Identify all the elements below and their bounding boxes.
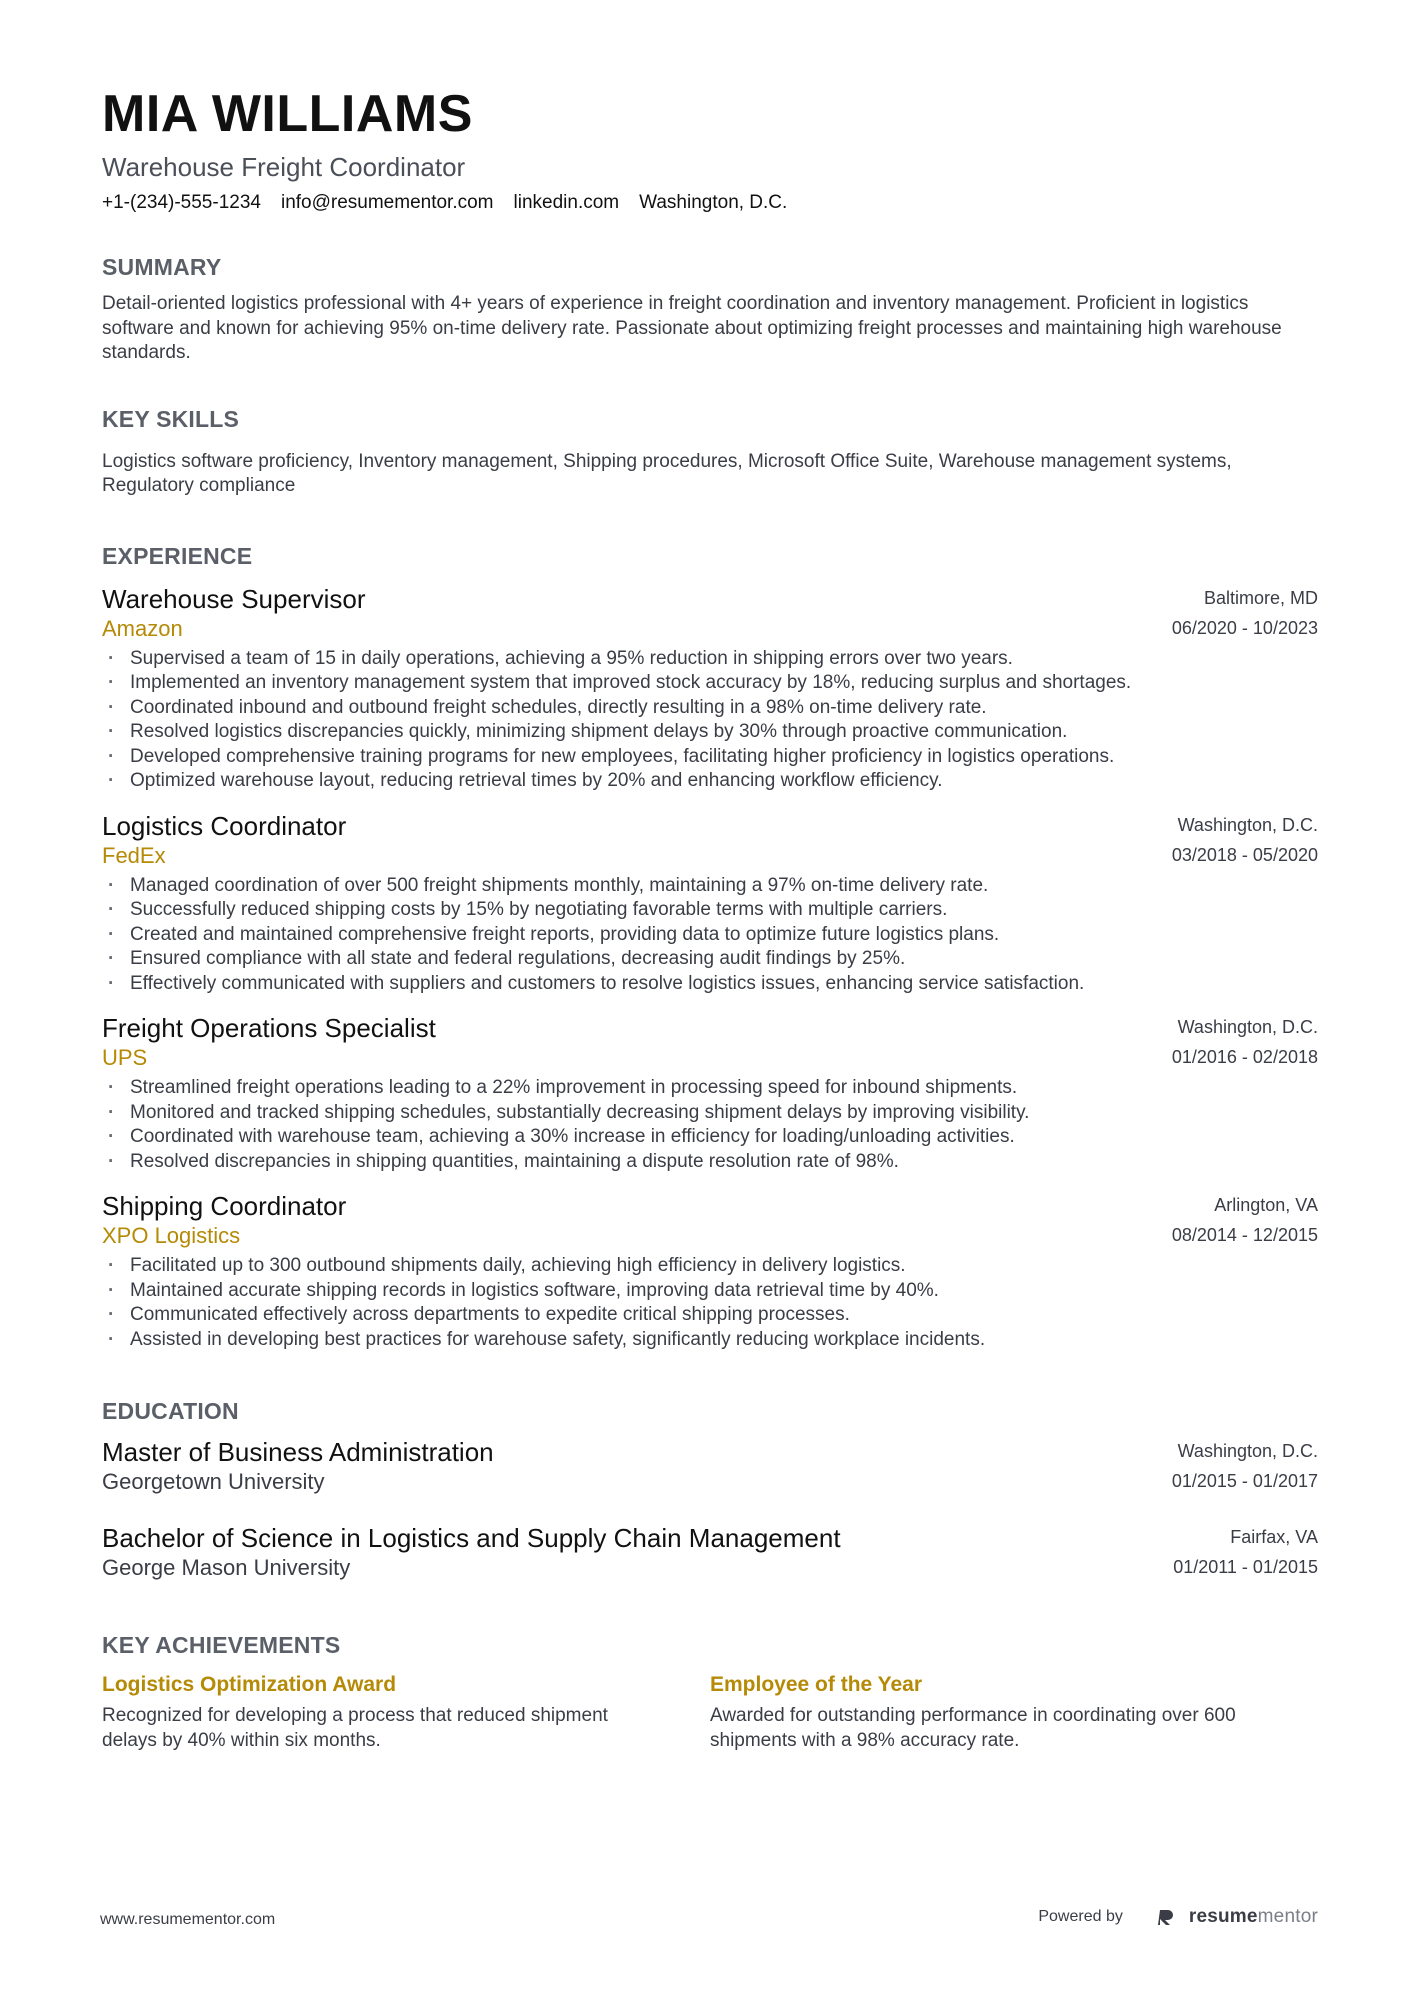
contact-phone: +1-(234)-555-1234	[102, 192, 261, 213]
job-bullet: · Maintained accurate shipping records in logistics software, improving data retrieval time by 40%.	[102, 1279, 1318, 1304]
resumementor-logo-icon	[1157, 1908, 1175, 1926]
job-bullet: · Supervised a team of 15 in daily operations, achieving a 95% reduction in shipping errors over two years.	[102, 647, 1318, 672]
job-bullet: · Assisted in developing best practices for warehouse safety, significantly reducing workplace incidents.	[102, 1328, 1318, 1353]
school-name: Georgetown University	[102, 1469, 325, 1494]
skills-section	[102, 404, 1318, 499]
school-name: George Mason University	[102, 1555, 351, 1580]
job-bullet: · Successfully reduced shipping costs by 15% by negotiating favorable terms with multiple carriers.	[102, 898, 1318, 923]
education-dates: 01/2015 - 01/2017	[1171, 1471, 1318, 1491]
job-bullet: · Optimized warehouse layout, reducing retrieval times by 20% and enhancing workflow efficiency.	[102, 769, 1318, 794]
job-title: Freight Operations Specialist	[102, 1013, 436, 1043]
education-entry	[102, 1522, 1318, 1582]
job-company: XPO Logistics	[102, 1223, 241, 1248]
job-bullet: · Effectively communicated with suppliers and customers to resolve logistics issues, enhancing service satisfaction.	[102, 972, 1318, 997]
job-bullet: · Coordinated inbound and outbound freight schedules, directly resulting in a 98% on-time delivery rate.	[102, 696, 1318, 721]
job-bullet: · Coordinated with warehouse team, achieving a 30% increase in efficiency for loading/unloading activities.	[102, 1125, 1318, 1150]
achievement-title: Employee of the Year	[710, 1673, 923, 1696]
skills-heading: KEY SKILLS	[102, 405, 240, 432]
achievements-heading: KEY ACHIEVEMENTS	[102, 1632, 341, 1658]
achievement-item	[710, 1670, 1318, 1753]
education-location: Fairfax, VA	[1230, 1527, 1318, 1547]
job-bullet: · Implemented an inventory management system that improved stock accuracy by 18%, reducing surplus and shortages.	[102, 671, 1318, 696]
job-dates: 06/2020 - 10/2023	[1171, 617, 1318, 638]
resumementor-logo-text	[1189, 1906, 1318, 1928]
job-company: Amazon	[102, 615, 183, 641]
job-bullet: · Developed comprehensive training programs for new employees, facilitating higher proficiency in logistics operations.	[102, 745, 1318, 770]
job-entry	[102, 1190, 1318, 1352]
job-title: Shipping Coordinator	[102, 1191, 347, 1221]
powered-by-label: Powered by	[1038, 1908, 1123, 1925]
achievements-section	[102, 1630, 1318, 1753]
job-bullets	[102, 874, 1318, 997]
job-title: Logistics Coordinator	[102, 810, 347, 841]
candidate-name: MIA WILLIAMS	[102, 85, 473, 143]
achievement-item	[102, 1670, 710, 1753]
summary-section	[102, 252, 1318, 366]
job-dates: 01/2016 - 02/2018	[1171, 1047, 1318, 1067]
degree-title: Bachelor of Science in Logistics and Supply Chain Management	[102, 1523, 841, 1553]
achievement-title: Logistics Optimization Award	[102, 1673, 397, 1696]
education-entry	[102, 1436, 1318, 1496]
job-bullet: · Resolved discrepancies in shipping quantities, maintaining a dispute resolution rate of 98%.	[102, 1150, 1318, 1175]
degree-title: Master of Business Administration	[102, 1437, 494, 1467]
job-bullet: · Monitored and tracked shipping schedules, substantially decreasing shipment delays by improving visibility.	[102, 1101, 1318, 1126]
education-dates: 01/2011 - 01/2015	[1173, 1557, 1318, 1577]
achievement-desc: Awarded for outstanding performance in coordinating over 600 shipments with a 98% accuracy rate.	[710, 1705, 1236, 1751]
job-bullet: · Ensured compliance with all state and federal regulations, decreasing audit findings by 25%.	[102, 947, 1318, 972]
job-bullet: · Managed coordination of over 500 freight shipments monthly, maintaining a 97% on-time delivery rate.	[102, 874, 1318, 899]
logo-text-bold: resume	[1188, 1906, 1258, 1927]
education-location: Washington, D.C.	[1177, 1441, 1318, 1461]
education-section	[102, 1396, 1318, 1582]
experience-section	[102, 541, 1318, 1353]
job-bullet: · Facilitated up to 300 outbound shipments daily, achieving high efficiency in delivery logistics.	[102, 1254, 1318, 1279]
contact-location: Washington, D.C.	[639, 192, 788, 213]
job-entry	[102, 1012, 1318, 1174]
skills-text: Logistics software proficiency, Inventory management, Shipping procedures, Microsoft Office Suite, Warehouse management systems, Regulatory compliance	[102, 450, 1232, 496]
footer-website[interactable]: www.resumementor.com	[100, 1911, 276, 1928]
job-dates: 08/2014 - 12/2015	[1171, 1225, 1318, 1245]
job-bullet: · Communicated effectively across departments to expedite critical shipping processes.	[102, 1303, 1318, 1328]
job-bullets	[102, 1076, 1318, 1174]
job-bullets	[102, 647, 1318, 794]
job-bullets	[102, 1254, 1318, 1352]
contact-email: info@resumementor.com	[280, 192, 494, 213]
job-entry	[102, 583, 1318, 794]
resume-header	[102, 78, 1318, 216]
contact-linkedin: linkedin.com	[513, 192, 620, 213]
resume-page	[102, 78, 1318, 1753]
footer-brand[interactable]	[1038, 1906, 1318, 1928]
job-entry	[102, 810, 1318, 997]
job-bullet: · Created and maintained comprehensive freight reports, providing data to optimize future logistics plans.	[102, 923, 1318, 948]
candidate-role: Warehouse Freight Coordinator	[102, 152, 466, 182]
job-bullet: · Resolved logistics discrepancies quickly, minimizing shipment delays by 30% through proactive communication.	[102, 720, 1318, 745]
job-location: Washington, D.C.	[1177, 1017, 1318, 1037]
job-location: Arlington, VA	[1214, 1195, 1318, 1215]
job-company: UPS	[102, 1045, 148, 1070]
job-dates: 03/2018 - 05/2020	[1171, 844, 1318, 865]
education-heading: EDUCATION	[102, 1398, 239, 1424]
job-company: FedEx	[102, 842, 166, 868]
experience-heading: EXPERIENCE	[102, 542, 253, 569]
job-title: Warehouse Supervisor	[102, 583, 366, 614]
job-location: Baltimore, MD	[1203, 587, 1318, 608]
job-location: Washington, D.C.	[1177, 814, 1318, 835]
contact-line	[102, 190, 1318, 216]
summary-text: Detail-oriented logistics professional with 4+ years of experience in freight coordination and inventory management. Proficient in logistics software and known for achieving 95% on-time delivery rate. Passionate about optimizing freight processes and maintaining high warehouse standards.	[102, 293, 1282, 363]
logo-text-light: mentor	[1257, 1906, 1318, 1927]
achievement-desc: Recognized for developing a process that reduced shipment delays by 40% within six months.	[102, 1705, 608, 1751]
summary-heading: SUMMARY	[102, 254, 222, 280]
job-bullet: · Streamlined freight operations leading to a 22% improvement in processing speed for inbound shipments.	[102, 1076, 1318, 1101]
